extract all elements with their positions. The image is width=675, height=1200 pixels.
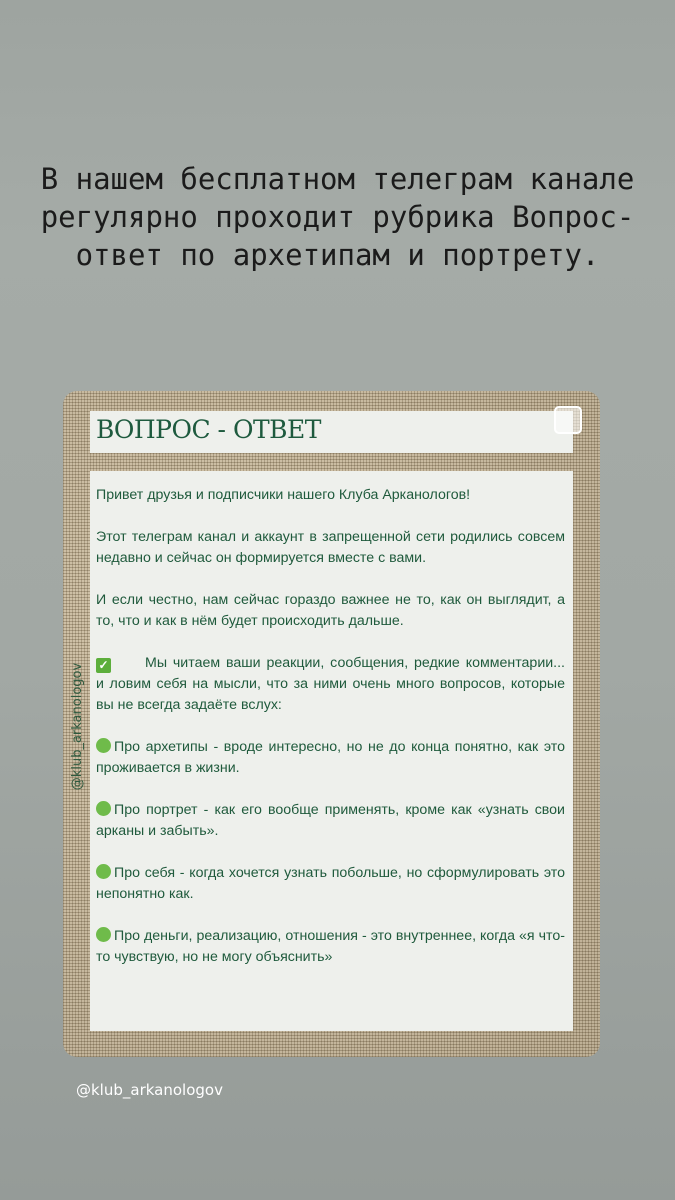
bullet-text: Про себя - когда хочется узнать побольше, но сформулировать это непонятно как. xyxy=(96,865,565,902)
greeting-text: Привет друзья и подписчики нашего Клуба Арканологов! xyxy=(96,487,471,503)
paragraph-2: И если честно, нам сейчас гораздо важнее не то, как он выглядит, а то, что и как в нём будет происходить дальше. xyxy=(96,592,565,629)
bullet-item xyxy=(96,737,565,779)
bullet-text: Про портрет - как его вообще применять, кроме как «узнать свои арканы и забыть». xyxy=(96,802,565,839)
title-band xyxy=(90,411,573,453)
green-circle-icon xyxy=(96,864,111,879)
bullet-text: Про архетипы - вроде интересно, но не до конца понятно, как это проживается в жизни. xyxy=(96,739,565,776)
sticker-icon[interactable] xyxy=(554,406,582,434)
card-title: ВОПРОС - ОТВЕТ xyxy=(96,415,321,444)
paragraph-3-text: Мы читаем ваши реакции, сообщения, редкие комментарии... и ловим себя на мысли, что за ними очень много вопросов, которые вы не всегда задаёте вслух: xyxy=(96,655,565,713)
green-circle-icon xyxy=(96,801,111,816)
post-image-card xyxy=(63,391,600,1057)
side-handle xyxy=(67,631,89,821)
side-handle-text: @klub_arkanologov xyxy=(70,662,86,790)
content-card xyxy=(90,471,573,1031)
green-circle-icon xyxy=(96,927,111,942)
paragraph-3 xyxy=(96,653,565,716)
green-circle-icon xyxy=(96,738,111,753)
username-link[interactable]: @klub_arkanologov xyxy=(76,1081,223,1099)
paragraph-1: Этот телеграм канал и аккаунт в запрещенной сети родились совсем недавно и сейчас он формируется вместе с вами. xyxy=(96,529,565,566)
checkmark-icon: ✓ xyxy=(96,658,111,673)
bullet-text: Про деньги, реализацию, отношения - это внутреннее, когда «я что-то чувствую, но не могу объяснить» xyxy=(96,928,565,965)
bullet-item xyxy=(96,800,565,842)
headline-text: В нашем бесплатном телеграм канале регулярно проходит рубрика Вопрос-ответ по архетипам и портрету. xyxy=(40,162,635,272)
bullet-item xyxy=(96,863,565,905)
bullet-item xyxy=(96,926,565,968)
